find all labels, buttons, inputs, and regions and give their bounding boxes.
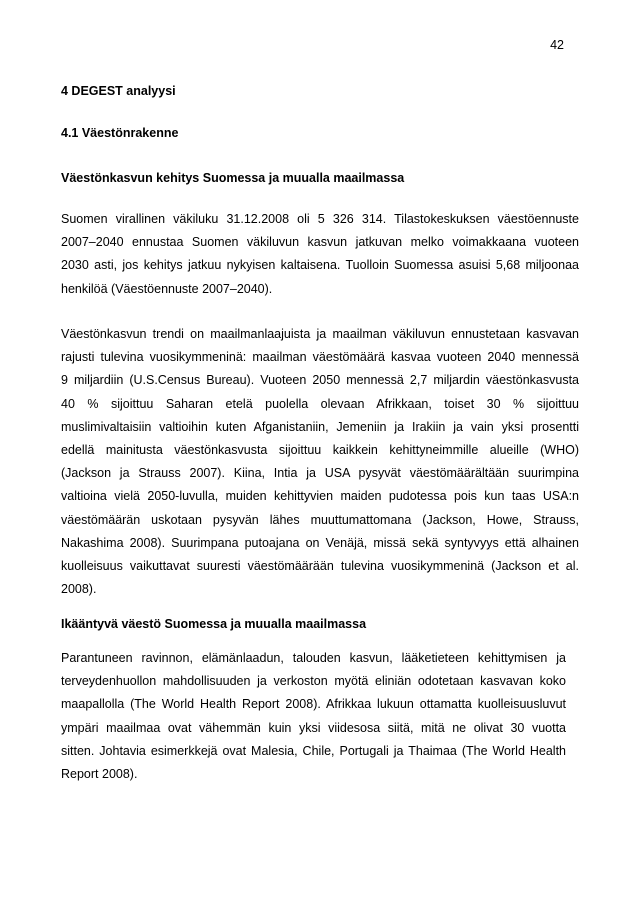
paragraph-line: Väestönkasvun trendi on maailmanlaajuista ja maailman väkiluvun ennustetaan kasvavan <box>61 327 579 341</box>
paragraph-line: 2030 asti, jos kehitys jatkuu nykyisen kaltaisena. Tuolloin Suomessa asuisi 5,68 miljoonaa <box>61 258 579 273</box>
paragraph-finland-population <box>61 208 579 301</box>
paragraph-global-trend <box>61 323 579 601</box>
paragraph-line: ympäri maailmaa ovat vähemmän kuin yksi viidesosa siitä, mitä ne olivat 30 vuotta <box>61 720 566 735</box>
paragraph-life-expectancy <box>61 647 566 786</box>
paragraph-line: (Jackson ja Strauss 2007). Kiina, Intia ja USA pysyvät väestömäärältään suurimpina <box>61 466 579 481</box>
paragraph-line: väestömäärän uskotaan pysyvän lähes muuttumattomana (Jackson, Howe, Strauss, <box>61 512 579 527</box>
subheading-population-growth: Väestönkasvun kehitys Suomessa ja muualla maailmassa <box>61 171 405 185</box>
paragraph-line: valtioina vielä 2050-luvulla, muiden kehittyvien maiden pudotessa pois kun taas USA:n <box>61 489 579 504</box>
paragraph-line: kuolleisuus vaikuttavat suuresti väestömäärään tulevina vuosikymmeninä (Jackson et al. <box>61 558 579 573</box>
paragraph-line: henkilöä (Väestöennuste 2007–2040). <box>61 281 273 296</box>
paragraph-line: muslimivaltaisiin valtioihin kuten Afganistaniin, Jemeniin ja Irakiin ja vain yksi prosentti <box>61 419 579 434</box>
paragraph-line: Report 2008). <box>61 766 138 781</box>
section-heading: 4.1 Väestönrakenne <box>61 126 179 140</box>
paragraph-line: sitten. Johtavia esimerkkejä ovat Malesia, Chile, Portugali ja Thaimaa (The World Health <box>61 743 566 758</box>
page-number: 42 <box>550 38 564 52</box>
paragraph-line: edellä mainitusta väestönkasvusta sijoittuu kaikkein kehittyneimmille alueille (WHO) <box>61 442 579 457</box>
paragraph-line: Nakashima 2008). Suurimpana putoajana on Venäjä, missä sekä syntyvyys että alhainen <box>61 535 579 550</box>
paragraph-line: 2008). <box>61 582 97 597</box>
chapter-heading: 4 DEGEST analyysi <box>61 84 176 98</box>
paragraph-line: Suomen virallinen väkiluku 31.12.2008 oli 5 326 314. Tilastokeskuksen väestöennuste <box>61 212 579 226</box>
paragraph-line: 40 % sijoittuu Saharan etelä puolella olevaan Afrikkaan, toiset 30 % sijoittuu <box>61 396 579 411</box>
paragraph-line: 2007–2040 ennustaa Suomen väkiluvun kasvun jatkuvan melko voimakkaana vuoteen <box>61 235 579 250</box>
paragraph-line: 9 miljardiin (U.S.Census Bureau). Vuoteen 2050 mennessä 2,7 miljardin väestönkasvusta <box>61 373 579 388</box>
paragraph-line: Parantuneen ravinnon, elämänlaadun, talouden kasvun, lääketieteen kehittymisen ja <box>61 651 566 665</box>
subheading-aging-population: Ikääntyvä väestö Suomessa ja muualla maailmassa <box>61 617 367 631</box>
paragraph-line: maapallolla (The World Health Report 2008). Afrikkaa lukuun ottamatta kuolleisuusluvut <box>61 697 566 712</box>
paragraph-line: rajusti tulevina vuosikymmeninä: maailman väestömäärä kasvaa vuoteen 2040 mennessä <box>61 350 579 365</box>
paragraph-line: terveydenhuollon mahdollisuuden ja verkoston myötä eliniän odotetaan kasvavan koko <box>61 674 566 689</box>
